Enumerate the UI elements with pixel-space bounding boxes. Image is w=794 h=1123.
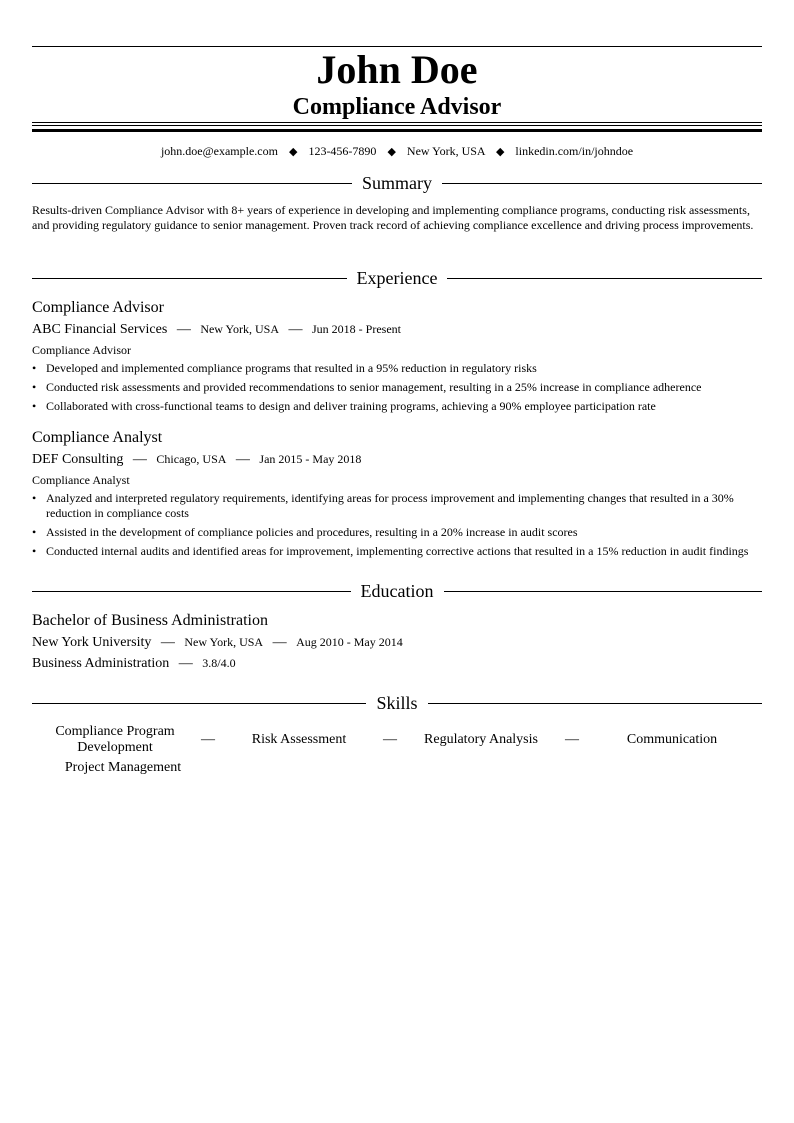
job-subtitle: Compliance Advisor <box>32 343 131 357</box>
bullet-text: Conducted internal audits and identified areas for improvement, implementing corrective actions that resulted in a 15% reduction in audit findings <box>46 544 749 558</box>
section-rule <box>32 591 351 592</box>
dash-separator: — <box>272 635 287 650</box>
summary-text: Results-driven Compliance Advisor with 8+ years of experience in developing and implementing compliance programs, conducting risk assessments, and providing regulatory guidance to senior management. Proven track record of achieving compliance excellence and driving process improvements. <box>32 203 754 232</box>
field-of-study: Business Administration <box>32 656 170 671</box>
skill-item: Risk Assessment <box>251 732 347 747</box>
job-company: ABC Financial Services <box>32 322 168 337</box>
degree-title: Bachelor of Business Administration <box>32 612 268 629</box>
job-dates: Jun 2018 - Present <box>312 322 401 336</box>
person-name: John Doe <box>316 47 478 92</box>
skills-row <box>32 724 762 756</box>
list-item <box>32 361 762 376</box>
bullet-text: Analyzed and interpreted regulatory requirements, identifying areas for process improvement and implementing changes that resulted in a 30% reduction in compliance costs <box>46 491 734 520</box>
section-rule <box>428 703 762 704</box>
contact-phone[interactable]: 123-456-7890 <box>308 144 377 158</box>
skill-item: Compliance Program Development <box>55 724 175 755</box>
job-subtitle: Compliance Analyst <box>32 473 130 487</box>
bullet-icon: • <box>32 525 37 539</box>
skill-item: Project Management <box>64 760 182 775</box>
job-location: New York, USA <box>200 322 279 336</box>
job-meta <box>32 450 762 469</box>
diamond-icon: ◆ <box>387 146 396 158</box>
job-entry <box>32 298 762 418</box>
gpa: 3.8/4.0 <box>202 656 236 670</box>
list-item <box>32 380 762 395</box>
dash-separator: — <box>132 452 147 467</box>
skills-heading <box>32 691 762 715</box>
education-entry <box>32 611 762 673</box>
list-item <box>32 491 762 521</box>
bullet-text: Assisted in the development of compliance policies and procedures, resulting in a 20% increase in audit scores <box>46 525 578 539</box>
education-dates: Aug 2010 - May 2014 <box>296 635 403 649</box>
bullet-icon: • <box>32 361 37 375</box>
job-company: DEF Consulting <box>32 452 124 467</box>
contact-line <box>32 143 762 160</box>
list-item <box>32 399 762 414</box>
experience-heading <box>32 266 762 290</box>
bullet-icon: • <box>32 544 37 558</box>
dash-separator: — <box>383 732 397 747</box>
bullet-text: Collaborated with cross-functional teams to design and deliver training programs, achieving a 90% employee participation rate <box>46 399 656 413</box>
dash-separator: — <box>201 732 215 747</box>
bullet-icon: • <box>32 380 37 394</box>
skill-item: Communication <box>626 732 718 747</box>
job-title: Compliance Analyst <box>32 429 163 446</box>
section-rule <box>447 278 762 279</box>
skill-item: Regulatory Analysis <box>424 732 538 747</box>
education-field-line <box>32 654 762 673</box>
dash-separator: — <box>178 656 193 671</box>
section-title: Summary <box>362 173 432 193</box>
section-rule <box>442 183 762 184</box>
header-rule <box>32 122 762 123</box>
diamond-icon: ◆ <box>288 146 298 158</box>
bullet-icon: • <box>32 491 37 505</box>
list-item <box>32 525 762 540</box>
section-rule <box>444 591 763 592</box>
list-item <box>32 544 762 559</box>
section-rule <box>32 183 352 184</box>
section-rule <box>32 703 366 704</box>
dash-separator: — <box>160 635 175 650</box>
job-title: Compliance Advisor <box>32 299 164 316</box>
job-bullets <box>32 491 762 559</box>
contact-linkedin[interactable]: linkedin.com/in/johndoe <box>515 144 634 158</box>
job-bullets <box>32 361 762 414</box>
job-meta <box>32 320 762 339</box>
section-title: Skills <box>376 693 418 713</box>
school-location: New York, USA <box>184 635 264 649</box>
bullet-text: Developed and implemented compliance programs that resulted in a 95% reduction in regulatory risks <box>46 361 537 375</box>
dash-separator: — <box>235 452 250 467</box>
contact-email[interactable]: john.doe@example.com <box>160 144 278 158</box>
section-title: Education <box>360 581 434 601</box>
job-location: Chicago, USA <box>156 452 227 466</box>
job-dates: Jan 2015 - May 2018 <box>259 452 362 466</box>
skills-row <box>32 760 762 776</box>
education-meta <box>32 633 762 652</box>
education-heading <box>32 579 762 603</box>
header-rule-thick <box>32 129 762 132</box>
bullet-text: Conducted risk assessments and provided recommendations to senior management, resulting in a 25% increase in compliance adherence <box>46 380 702 394</box>
bullet-icon: • <box>32 399 37 413</box>
section-rule <box>32 278 347 279</box>
dash-separator: — <box>288 322 303 337</box>
summary-heading <box>32 171 762 195</box>
diamond-icon: ◆ <box>495 146 505 158</box>
person-title: Compliance Advisor <box>292 94 502 120</box>
dash-separator: — <box>176 322 191 337</box>
school-name: New York University <box>32 635 152 650</box>
dash-separator: — <box>565 732 579 747</box>
header-rule <box>32 125 762 126</box>
contact-location: New York, USA <box>406 144 485 158</box>
job-entry <box>32 428 762 563</box>
section-title: Experience <box>356 268 438 288</box>
